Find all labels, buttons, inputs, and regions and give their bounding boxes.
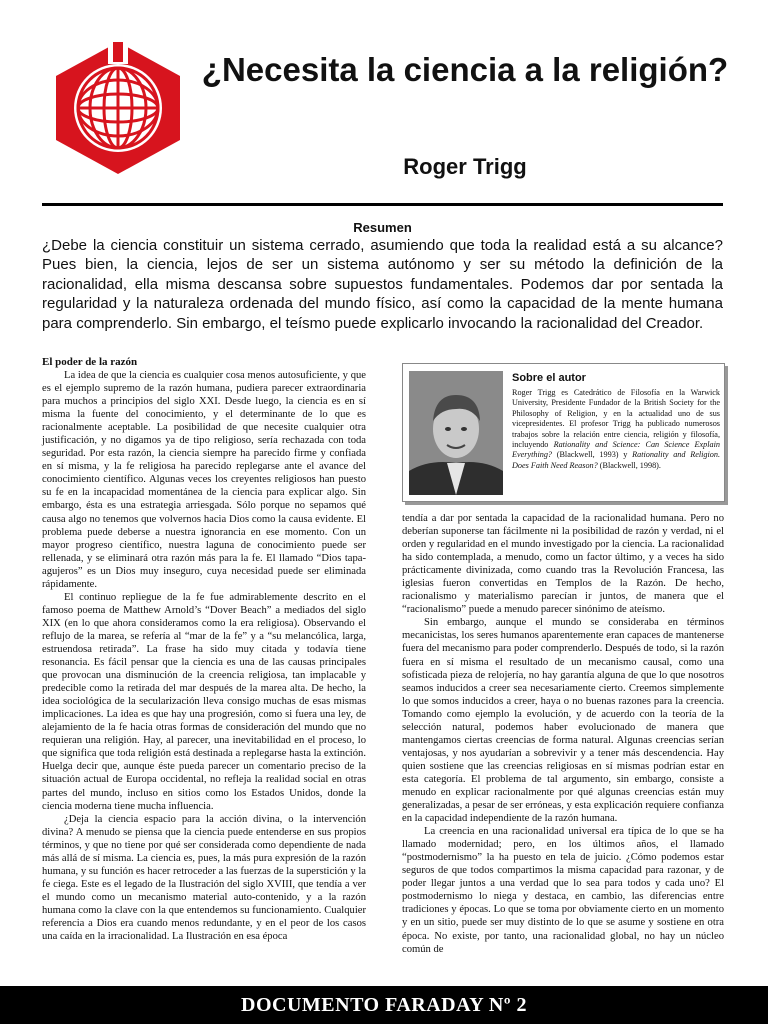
abstract-heading: Resumen	[353, 220, 412, 235]
about-author-heading: Sobre el autor	[512, 372, 586, 384]
section-heading: El poder de la razón	[42, 356, 138, 368]
paragraph: ¿Deja la ciencia espacio para la acción divina, o la intervención divina? A menudo se piensa que la ciencia puede entenderse en sus propios términos, y que no tiene por qué ser considerada como dependiente de nada más allá de sí misma. La ciencia es, pues, la más pura expresión de la razón humana, y su función es hacer retroceder a las fuerzas de la superstición y la fe ciega. Este es el legado de la Ilustración del siglo XVIII, que tendía a ver el mundo como un mecanismo material auto-contenido, y a la razón humana como la clave con la que entendemos su funcionamiento. Cualquier referencia a Dios era cuando menos redundante, y en el peor de los casos una caída en la irracionalidad. La Ilustración en esa época	[42, 813, 366, 943]
paragraph: Sin embargo, aunque el mundo se consideraba en términos mecanicistas, los seres humanos aparentemente eran capaces de mantenerse fuera del mecanismo para poder comprenderlo. Después de todo, si la razón fuera en sí misma el resultado de un mecanismo causal, como una sofisticada pieza de relojería, no hay garantía alguna de que lo que nosotros seamos inducidos a creer sea necesariamente cierto. Creemos simplemente lo que somos inducidos a creer, haya o no buenas razones para la creencia. Tomando como ejemplo la evolución, y de acuerdo con la teoría de la selección natural, podemos haber evolucionado de manera que mantengamos ciertas creencias de forma natural. Algunas creencias serían ventajosas, y nos ayudarían a sobrevivir y a tener más descendencia. Hay quien sostiene que las creencias religiosas en sí mismas podrían estar en esta categoría. El problema de tal argumento, sin embargo, consiste a menudo en explicar racionalmente por qué algunas creencias están muy generalizadas, a pesar de ser erróneas, y esta explicación requiere confianza en la capacidad independiente de la razón humana.	[402, 617, 724, 825]
author-name: Roger Trigg	[403, 154, 527, 179]
paragraph: La idea de que la ciencia es cualquier cosa menos autosuficiente, y que es el ejemplo supremo de la razón humana, pudiera parecer extraordinaria para muchos a principios del siglo XXI. Desde luego, la ciencia es en sí misma la fuente del conocimiento, y el determinante de lo que es racionalmente aceptable. La posibilidad de que necesite cualquier otra justificación, y no digamos ya de tipo religioso, sería rechazada con toda seguridad. Por esta razón, la ciencia siempre ha parecido firme y confiada en sí misma, y la fe religiosa ha parecido replegarse ante el avance del conocimiento científico. Algunas veces los creyentes religiosos han puesto su fe en la incapacidad momentánea de la ciencia para explicar algo. Sin embargo, ésta es una estrategia arriesgada. Sólo porque no sepamos qué causa algo no tenemos que volvernos hacia Dios como la causa evidente. El problema puede deberse a nuestra ignorancia en ese momento. Con un mayor progreso científico, nuestra laguna de conocimiento puede ser rellenada, y se eliminará otra razón más para la fe. El llamado “Dios tapa-agujeros” es un Dios muy inseguro, cuya necesidad puede ser eliminada rápidamente.	[42, 370, 366, 590]
footer-banner	[0, 986, 768, 1024]
about-author-box	[402, 363, 725, 502]
left-column	[42, 356, 366, 943]
book-title: Rationality and Religion. Does Faith Need Reason?	[512, 450, 720, 470]
abstract-text: ¿Debe la ciencia constituir un sistema cerrado, asumiendo que toda la realidad está a su alcance? Pues bien, la ciencia, lejos de ser un sistema autónomo y ser su método la definición de la racionalidad, ella misma descansa sobre supuestos fundamentales. Podemos dar por sentada la regularidad y la naturaleza ordenada del mundo físico, así como la capacidad de la mente humana para comprenderlo. Sin embargo, el teísmo puede explicarlo invocando la racionalidad del Creador.	[42, 237, 723, 332]
globe-hexagon-icon	[50, 38, 186, 178]
book-title: Rationality and Science: Can Science Explain Everything?	[512, 440, 720, 460]
right-column	[402, 512, 724, 956]
paragraph: tendía a dar por sentada la capacidad de la racionalidad humana. Pero no deberían suponerse tan fácilmente ni la posibilidad de razón y verdad, ni el orden y regularidad en el mundo investigado por la ciencia. La racionalidad ha sido contemplada, a menudo, como un factor último, y a veces ha sido prácticamente divinizada, como cuando tras la Revolución Francesa, las iglesias fueron convertidas en Templos de la Razón. De hecho, racionalismo y materialismo parecían ir juntos, de manera que el “racionalismo” puede a menudo parecer sinónimo de ateísmo.	[402, 513, 724, 616]
page-title: ¿Necesita la ciencia a la religión?	[201, 51, 729, 88]
paragraph: La creencia en una racionalidad universal era típica de lo que se ha llamado modernidad; pero, en los últimos años, el llamado “postmodernismo” la ha puesto en tela de juicio. ¿Cómo podemos estar seguros de que todos compartimos la misma capacidad para razonar, y de poder llegar juntos a una verdad que lo sea para todos y cada uno? El postmodernismo lo niega y destaca, en cambio, las diferencias entre tradiciones y épocas. Lo que se toma por obviamente cierto en un momento y en un sitio, puede ser muy distinto de lo que se asume y sostiene en otra época. No existe, por tanto, una racionalidad global, no hay un núcleo común de	[402, 826, 724, 955]
author-photo	[409, 371, 503, 495]
header-divider	[42, 203, 723, 206]
faraday-logo	[50, 38, 186, 178]
footer-text: DOCUMENTO FARADAY Nº 2	[241, 994, 527, 1016]
paragraph: El continuo repliegue de la fe fue admirablemente descrito en el famoso poema de Matthew Arnold’s “Dover Beach” a mediados del siglo XIX (en lo que ahora consideramos como la era religiosa). Observando el reflujo de la marea, se refería al “mar de la fe” y a “su melancólica, larga, estruendosa retirada”. La frase ha sido muy citada y todavía tiene resonancia. Es fácil pensar que la ciencia es una de las causas principales que provocan una disminución de la creencia religiosa, tan implacable y predecible como la retirada del mar después de la marea alta. De hecho, la idea sociológica de la secularización lleva consigo muchas de esas mismas implicaciones. La idea es que hay una progresión, como si fuera una ley, de alejamiento de la fe hacia otras formas de consideración del mundo que no requieran una religión. Hay, al parecer, una inevitabilidad en el proceso, lo que significa que toda religión está destinada a replegarse hasta la extinción. Huelga decir que, aunque éste pueda parecer un comentario preciso de la situación actual de Europa occidental, no refleja la realidad social en otras partes del mundo, incluso en sitios como los Estados Unidos, donde la ciencia moderna tiene mucha influencia.	[42, 591, 366, 812]
about-author-text: Roger Trigg es Catedrático de Filosofía en la Warwick University, Presidente Fundador de la British Society for the Philosophy of Religion, y en la actualidad uno de sus vicepresidentes. El profesor Trigg ha publicado numerosos trabajos sobre la relación entre ciencia, religión y filosofía, incluyendo Rationality and Science: Can Science Explain Everything? (Blackwell, 1993) y Rationality and Religion. Does Faith Need Reason? (Blackwell, 1998).	[512, 388, 720, 470]
